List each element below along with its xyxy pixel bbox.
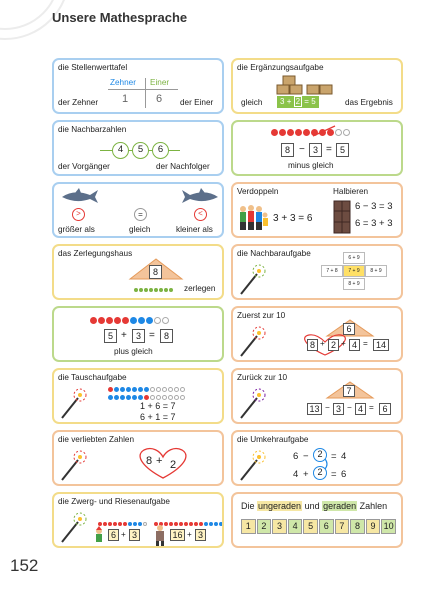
magic-wand-icon: [58, 386, 88, 420]
table-divider: [145, 78, 146, 108]
heart-icon: [132, 446, 194, 480]
card-verliebt: [52, 430, 224, 486]
card-minus: [231, 120, 403, 176]
eq-result: 14: [373, 339, 389, 351]
cross-left: 7 + 8: [321, 265, 343, 277]
label-groesser: größer als: [58, 225, 95, 234]
eq-eq: =: [369, 403, 374, 412]
r2-c: 6: [341, 469, 347, 480]
page-title: Unsere Mathesprache: [52, 10, 188, 25]
card-zurueck10: [231, 368, 403, 424]
card-verdoppeln: [231, 182, 403, 238]
number-cell: 7: [335, 519, 350, 534]
value-ones: 6: [156, 93, 163, 105]
eq-eq: =: [363, 339, 368, 348]
eq-a: 13: [307, 403, 322, 415]
cross-bottom: 8 + 9: [343, 278, 365, 290]
eq-op1: −: [325, 403, 330, 412]
roof-number: 6: [343, 323, 355, 335]
eq-c: 8: [160, 329, 173, 343]
small-a: 6: [108, 529, 119, 541]
caption-plus-gleich: plus gleich: [114, 347, 153, 356]
magic-wand-icon: [237, 448, 267, 482]
number-cell: 10: [381, 519, 396, 534]
eq-op: −: [299, 144, 305, 155]
eq-a: 8: [281, 143, 294, 157]
number-next: 6: [152, 142, 169, 159]
card-title: die Umkehraufgabe: [237, 435, 309, 444]
card-title: das Zerlegungshaus: [58, 249, 133, 258]
label-gleich: gleich: [241, 98, 263, 107]
card-title: Zurück zur 10: [237, 373, 288, 382]
magic-wand-icon: [237, 324, 267, 358]
eq-b: 3: [309, 143, 322, 157]
card-title: die Stellenwerttafel: [58, 63, 128, 72]
card-zwerg: [52, 492, 224, 548]
large-a: 16: [170, 529, 185, 541]
equal-symbol: =: [134, 208, 147, 221]
card-vergleich: [52, 182, 224, 238]
col-tens: Zehner: [110, 78, 136, 87]
eq-c: 4: [349, 339, 360, 351]
roof-number: 7: [343, 385, 355, 397]
label-ergebnis: das Ergebnis: [345, 98, 393, 107]
card-title: die Nachbarzahlen: [58, 125, 127, 134]
number-cell: 6: [319, 519, 334, 534]
number-cell: 2: [257, 519, 272, 534]
magic-wand-icon: [58, 510, 88, 544]
eq-a: 5: [104, 329, 117, 343]
giant-icon: [154, 524, 166, 546]
eq-eq: =: [149, 330, 155, 341]
number-cell: 8: [350, 519, 365, 534]
col-ones: Einer: [150, 78, 170, 87]
card-title: die Zwerg- und Riesenaufgabe: [58, 497, 170, 506]
magic-wand-icon: [237, 386, 267, 420]
large-b: 3: [195, 529, 206, 541]
eq-b: 3: [132, 329, 145, 343]
r2-eq: =: [331, 469, 337, 480]
bead-row: [134, 284, 174, 292]
card-plus: [52, 306, 224, 362]
label-tens: der Zehner: [58, 98, 99, 107]
card-title: die Tauschaufgabe: [58, 373, 127, 382]
eq-b: 3: [333, 403, 344, 415]
title-verdoppeln: Verdoppeln: [237, 187, 279, 196]
number-prev: 4: [112, 142, 129, 159]
equation-bar: 3 + 2 = 5: [277, 96, 319, 108]
card-title: Zuerst zur 10: [237, 311, 286, 320]
magic-wand-icon: [237, 262, 267, 296]
r2-a: 4: [293, 469, 299, 480]
number-strip: [241, 519, 397, 534]
card-nachbarzahlen: [52, 120, 224, 176]
r1-b: 2: [313, 448, 327, 462]
magic-wand-icon: [58, 448, 88, 482]
label-nachfolger: der Nachfolger: [156, 162, 210, 171]
card-title: die Nachbaraufgabe: [237, 249, 311, 258]
dwarf-icon: [94, 526, 104, 544]
card-ungerade-gerade: [231, 492, 403, 548]
cross-right: 8 + 9: [365, 265, 387, 277]
dot-row: [90, 316, 170, 324]
label-gleich: gleich: [129, 225, 151, 234]
shark-icon: [180, 187, 220, 205]
bead-row-small: [98, 518, 148, 526]
eq-op: +: [121, 330, 127, 341]
eq-1: 1 + 6 = 7: [140, 401, 176, 411]
bead-row-1: [108, 384, 186, 392]
title-halbieren: Halbieren: [333, 187, 369, 196]
eq-double: 3 + 3 = 6: [273, 213, 313, 224]
eq-c: 4: [355, 403, 366, 415]
eq-b: 2: [328, 339, 339, 351]
cross-top: 6 + 9: [343, 252, 365, 264]
number-center: 5: [132, 142, 149, 159]
eq-op1: +: [320, 339, 325, 348]
label-ones: der Einer: [180, 98, 214, 107]
eq-result: 6: [379, 403, 391, 415]
small-op: +: [121, 530, 126, 539]
card-umkehr: [231, 430, 403, 486]
eq-c: 5: [336, 143, 349, 157]
card-title: die Ergänzungsaufgabe: [237, 63, 324, 72]
card-title: Die ungeraden und geraden Zahlen: [241, 501, 388, 511]
love-b: 2: [170, 459, 177, 471]
eq-eq: =: [326, 144, 332, 155]
love-op: +: [156, 455, 163, 467]
number-cell: 9: [366, 519, 381, 534]
card-ergaenzung: [231, 58, 403, 114]
eq-half-1: 6 − 3 = 3: [355, 201, 393, 212]
eq-op2: −: [347, 403, 352, 412]
card-stellenwerttafel: [52, 58, 224, 114]
number-cell: 5: [303, 519, 318, 534]
eq-half-2: 6 = 3 + 3: [355, 218, 393, 229]
page-number: 152: [10, 556, 39, 575]
r1-a: 6: [293, 451, 299, 462]
large-op: +: [187, 530, 192, 539]
card-title: die verliebten Zahlen: [58, 435, 135, 444]
r1-op: −: [303, 451, 309, 462]
bead-row-2: [108, 392, 186, 400]
r2-b: 2: [313, 466, 327, 480]
card-tausch: [52, 368, 224, 424]
card-nachbaraufgabe: [231, 244, 403, 300]
people-icon: [237, 201, 269, 233]
label-vorgaenger: der Vorgänger: [58, 162, 110, 171]
caption-minus-gleich: minus gleich: [288, 161, 334, 170]
shark-icon: [60, 187, 100, 205]
r2-op: +: [303, 469, 309, 480]
card-zerlegungshaus: [52, 244, 224, 300]
eq-op2: +: [341, 339, 346, 348]
number-cell: 3: [272, 519, 287, 534]
crossout-icon: [311, 125, 337, 137]
cross-center: 7 + 9: [343, 265, 365, 277]
table-line: [108, 89, 178, 90]
number-cell: 1: [241, 519, 256, 534]
label-kleiner: kleiner als: [176, 225, 213, 234]
label-zerlegen: zerlegen: [184, 284, 216, 293]
eq-2: 6 + 1 = 7: [140, 412, 176, 422]
less-symbol: <: [194, 208, 207, 221]
greater-symbol: >: [72, 208, 85, 221]
chocolate-icon: [333, 200, 351, 234]
boxes-icon: [275, 73, 337, 95]
value-tens: 1: [122, 93, 129, 105]
eq-a: 8: [307, 339, 318, 351]
number-cell: 4: [288, 519, 303, 534]
r1-eq: =: [331, 451, 337, 462]
roof-number: 8: [149, 265, 162, 279]
small-b: 3: [129, 529, 140, 541]
love-a: 8: [146, 455, 153, 467]
r1-c: 4: [341, 451, 347, 462]
card-zuerst10: [231, 306, 403, 362]
